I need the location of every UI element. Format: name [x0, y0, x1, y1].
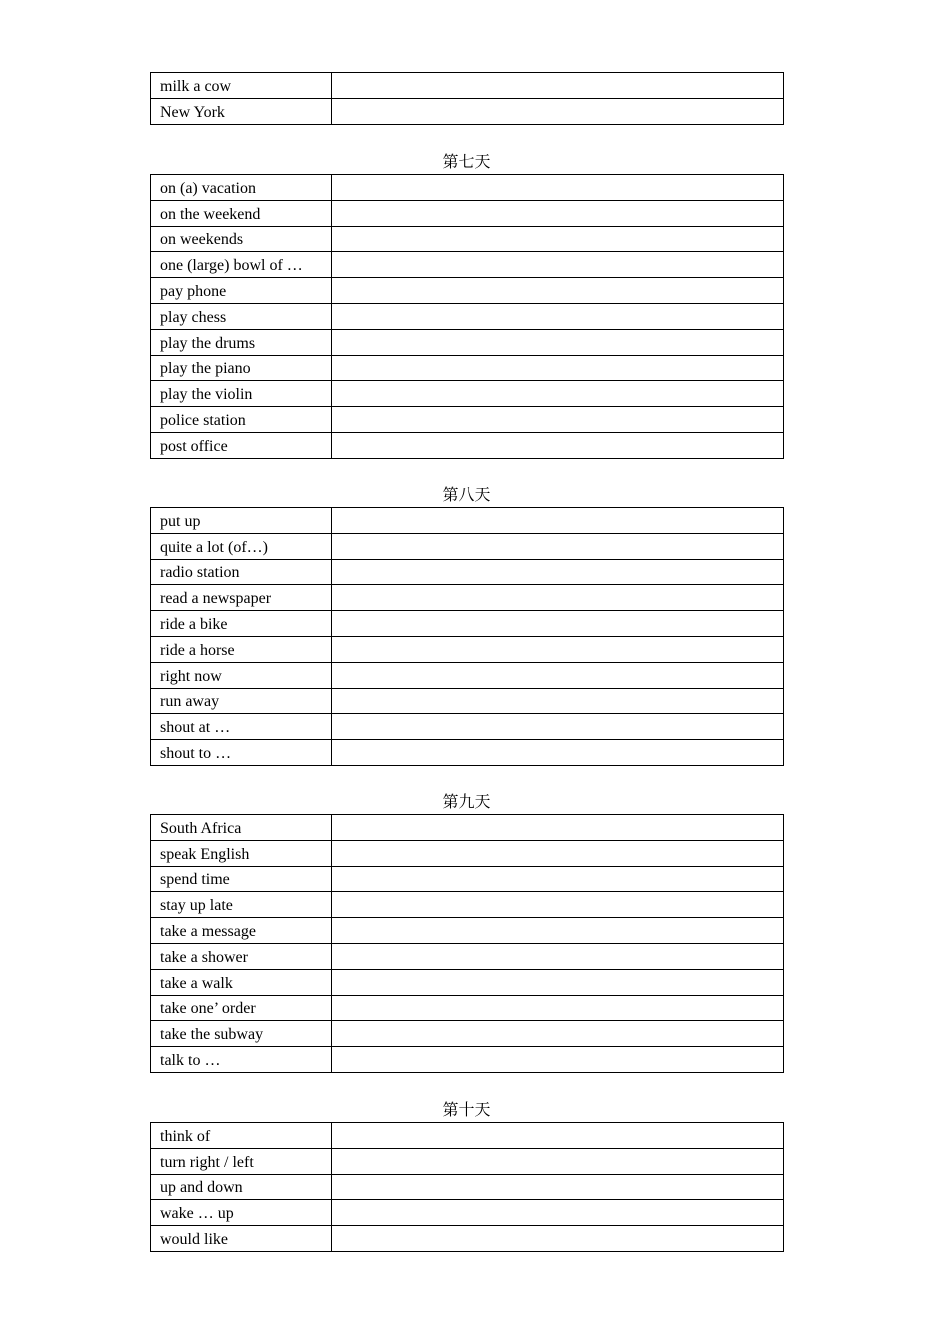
- answer-cell[interactable]: [332, 995, 784, 1021]
- answer-cell[interactable]: [332, 714, 784, 740]
- table-row: [151, 585, 784, 611]
- answer-cell[interactable]: [332, 1123, 784, 1149]
- answer-cell[interactable]: [332, 381, 784, 407]
- phrase-cell: pay phone: [151, 278, 332, 304]
- answer-cell[interactable]: [332, 815, 784, 841]
- answer-cell[interactable]: [332, 892, 784, 918]
- answer-cell[interactable]: [332, 432, 784, 458]
- answer-cell[interactable]: [332, 1200, 784, 1226]
- table-row: [151, 252, 784, 278]
- table-row: [151, 1174, 784, 1200]
- phrase-cell: right now: [151, 662, 332, 688]
- phrase-cell: play chess: [151, 303, 332, 329]
- phrase-cell: take a walk: [151, 969, 332, 995]
- table-row: [151, 1226, 784, 1252]
- table-row: [151, 355, 784, 381]
- table-row: [151, 815, 784, 841]
- table-row: [151, 278, 784, 304]
- answer-cell[interactable]: [332, 559, 784, 585]
- answer-cell[interactable]: [332, 303, 784, 329]
- phrase-cell: run away: [151, 688, 332, 714]
- table-row: [151, 559, 784, 585]
- answer-cell[interactable]: [332, 969, 784, 995]
- table-row: [151, 1123, 784, 1149]
- table-row: [151, 303, 784, 329]
- phrase-cell: speak English: [151, 840, 332, 866]
- phrase-cell: New York: [151, 98, 332, 124]
- phrase-cell: play the violin: [151, 381, 332, 407]
- table-row: [151, 508, 784, 534]
- phrase-cell: on the weekend: [151, 200, 332, 226]
- phrase-cell: spend time: [151, 866, 332, 892]
- phrase-cell: would like: [151, 1226, 332, 1252]
- table-row: [151, 840, 784, 866]
- vocab-table: [150, 814, 784, 1073]
- day-heading: 第九天: [442, 794, 491, 811]
- answer-cell[interactable]: [332, 98, 784, 124]
- phrase-cell: read a newspaper: [151, 585, 332, 611]
- table-row: [151, 73, 784, 99]
- phrase-cell: take the subway: [151, 1021, 332, 1047]
- table-row: [151, 432, 784, 458]
- table-row: [151, 688, 784, 714]
- phrase-cell: up and down: [151, 1174, 332, 1200]
- table-row: [151, 943, 784, 969]
- answer-cell[interactable]: [332, 585, 784, 611]
- answer-cell[interactable]: [332, 662, 784, 688]
- table-row: [151, 866, 784, 892]
- answer-cell[interactable]: [332, 1226, 784, 1252]
- answer-cell[interactable]: [332, 508, 784, 534]
- phrase-cell: turn right / left: [151, 1148, 332, 1174]
- answer-cell[interactable]: [332, 1174, 784, 1200]
- table-row: [151, 381, 784, 407]
- phrase-cell: milk a cow: [151, 73, 332, 99]
- table-row: [151, 892, 784, 918]
- table-row: [151, 995, 784, 1021]
- answer-cell[interactable]: [332, 533, 784, 559]
- vocab-table: [150, 174, 784, 459]
- table-row: [151, 969, 784, 995]
- answer-cell[interactable]: [332, 200, 784, 226]
- answer-cell[interactable]: [332, 611, 784, 637]
- answer-cell[interactable]: [332, 407, 784, 433]
- phrase-cell: take one’ order: [151, 995, 332, 1021]
- phrase-cell: radio station: [151, 559, 332, 585]
- phrase-cell: ride a bike: [151, 611, 332, 637]
- phrase-cell: stay up late: [151, 892, 332, 918]
- answer-cell[interactable]: [332, 252, 784, 278]
- phrase-cell: wake … up: [151, 1200, 332, 1226]
- answer-cell[interactable]: [332, 840, 784, 866]
- answer-cell[interactable]: [332, 636, 784, 662]
- phrase-cell: police station: [151, 407, 332, 433]
- phrase-cell: shout to …: [151, 740, 332, 766]
- vocab-table: [150, 1122, 784, 1252]
- phrase-cell: talk to …: [151, 1047, 332, 1073]
- table-row: [151, 714, 784, 740]
- table-row: [151, 918, 784, 944]
- table-row: [151, 226, 784, 252]
- table-row: [151, 1148, 784, 1174]
- table-row: [151, 636, 784, 662]
- answer-cell[interactable]: [332, 918, 784, 944]
- vocab-table: [150, 507, 784, 766]
- table-row: [151, 1047, 784, 1073]
- phrase-cell: take a message: [151, 918, 332, 944]
- table-row: [151, 740, 784, 766]
- answer-cell[interactable]: [332, 278, 784, 304]
- answer-cell[interactable]: [332, 175, 784, 201]
- phrase-cell: quite a lot (of…): [151, 533, 332, 559]
- day-heading: 第八天: [442, 487, 491, 504]
- answer-cell[interactable]: [332, 740, 784, 766]
- phrase-cell: on weekends: [151, 226, 332, 252]
- answer-cell[interactable]: [332, 1148, 784, 1174]
- table-row: [151, 200, 784, 226]
- answer-cell[interactable]: [332, 73, 784, 99]
- vocab-table: [150, 72, 784, 125]
- phrase-cell: play the drums: [151, 329, 332, 355]
- phrase-cell: think of: [151, 1123, 332, 1149]
- table-row: [151, 1200, 784, 1226]
- table-row: [151, 98, 784, 124]
- answer-cell[interactable]: [332, 943, 784, 969]
- phrase-cell: put up: [151, 508, 332, 534]
- phrase-cell: shout at …: [151, 714, 332, 740]
- table-row: [151, 533, 784, 559]
- table-row: [151, 329, 784, 355]
- phrase-cell: on (a) vacation: [151, 175, 332, 201]
- answer-cell[interactable]: [332, 226, 784, 252]
- table-row: [151, 175, 784, 201]
- answer-cell[interactable]: [332, 1021, 784, 1047]
- answer-cell[interactable]: [332, 329, 784, 355]
- phrase-cell: South Africa: [151, 815, 332, 841]
- answer-cell[interactable]: [332, 355, 784, 381]
- table-row: [151, 407, 784, 433]
- phrase-cell: take a shower: [151, 943, 332, 969]
- phrase-cell: ride a horse: [151, 636, 332, 662]
- answer-cell[interactable]: [332, 866, 784, 892]
- day-heading: 第十天: [442, 1102, 491, 1119]
- phrase-cell: post office: [151, 432, 332, 458]
- phrase-cell: one (large) bowl of …: [151, 252, 332, 278]
- answer-cell[interactable]: [332, 688, 784, 714]
- answer-cell[interactable]: [332, 1047, 784, 1073]
- day-heading: 第七天: [442, 154, 491, 171]
- phrase-cell: play the piano: [151, 355, 332, 381]
- table-row: [151, 611, 784, 637]
- table-row: [151, 1021, 784, 1047]
- table-row: [151, 662, 784, 688]
